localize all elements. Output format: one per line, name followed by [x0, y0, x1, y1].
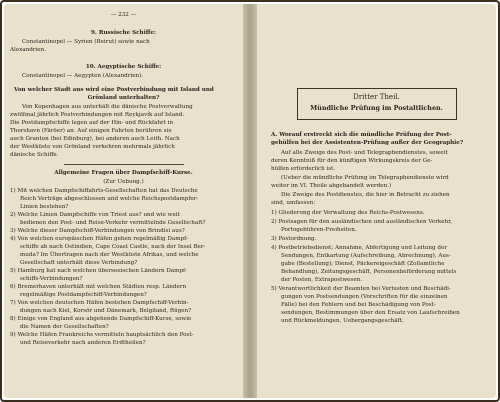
paragraph-line: der Westküste von Grönland verkehren mehrmals jährlich — [10, 144, 175, 150]
list-heading: Allgemeine Fragen über Dampfschiff-Kurse. — [54, 170, 193, 176]
section-10-line: Constantinopel — Aegypten (Alexandrien). — [22, 73, 144, 79]
paragraph-line: zwölfmal jährlich Postverbindungen mit Reykjavík auf Island. — [10, 112, 185, 118]
book-gutter — [243, 4, 257, 398]
part-subtitle: Mündliche Prüfung im Postaltlichen. — [310, 104, 443, 112]
question-line: Von welcher Stadt aus wird eine Postverbindung mit Island und — [14, 87, 214, 93]
list-item: 5) Hamburg hat nach welchen überseeischen Ländern Dampf- — [10, 268, 187, 274]
paragraph-line: weiter im VI. Theile abgehandelt werden.) — [271, 183, 392, 189]
intro-line: A. Worauf erstreckt sich die mündliche Prüfung der Post- — [271, 132, 452, 138]
list-item: 4) Von welchen europäischen Häfen gehen regelmäßig Dampf- — [10, 236, 188, 242]
section-9-heading: 9. Russische Schiffe: — [91, 30, 156, 36]
list-item: 5) Verantwortlichkeit der Beamten bei Verlusten und Beschädi- — [271, 286, 451, 292]
list-item: dungen nach Kiel, Korsör und Dänemark, Belgiland, Rügen? — [20, 308, 192, 314]
paragraph-line: Von Kopenhagen aus unterhält die dänische Postverwaltung — [22, 104, 193, 110]
list-item: 3) Welche dieser Dampfschiff-Verbindungen von Brindisi aus? — [10, 228, 185, 234]
list-item: und Reiseverkehr nach anderen Erdtheilen? — [20, 340, 146, 346]
list-item: Gesellschaft unterhält diese Verbindung? — [20, 260, 138, 266]
list-item: Portogebühren-Freiheiten. — [281, 227, 357, 233]
list-item: 6) Bremerhaven unterhält mit welchen Städten resp. Ländern — [10, 284, 187, 290]
paragraph-line: dänische Schiffe. — [10, 152, 59, 158]
intro-line: gehülfen bei der Assistenten-Prüfung außer der Geographie? — [271, 140, 464, 146]
list-subheading: (Zur Uebung.) — [103, 179, 144, 185]
list-item: und Rückmeldungen, Uebergangsgeschäft. — [281, 318, 404, 324]
list-item: bedienen den Post- und Reise-Verkehr vermittelnde Gesellschaft? — [20, 220, 206, 226]
part-title: Dritter Theil. — [353, 93, 400, 101]
paragraph-line: (Ueber die mündliche Prüfung im Telegraphendienste wird — [281, 175, 449, 181]
list-item: muda? Im Übertragen nach der Westküste Afrikas, und welche — [20, 252, 199, 258]
paragraph-line: Thorshavn (Färöer) an. Auf einigen Fahrten berühren sie — [10, 128, 172, 134]
list-item: 1) Mit welchen Dampfschiffahrts-Gesellschaften hat das Deutsche — [10, 188, 198, 194]
list-item: der Posten, Extrapostwesen. — [281, 277, 363, 283]
paragraph-line: Die Zweige des Postdienstes, die hier in Betracht zu ziehen — [281, 192, 450, 198]
list-item: 7) Von welchen deutschen Häfen bestehen Dampfschiff-Verbin- — [10, 300, 189, 306]
page-number: — 232 — — [110, 12, 137, 18]
list-item: Sendungen, Entkartung (Aufschreibung, Abrechnung), Aus- — [281, 253, 451, 259]
list-item: gabe (Bestellung); Dienst, Päckereigeschäft (Zollamtliche — [281, 261, 445, 267]
list-item: 8) Einige von England aus abgehende Dampfschiff-Kurse, sowie — [10, 316, 192, 322]
paragraph-line: hülfen erforderlich ist. — [271, 166, 336, 172]
list-item: die Namen der Gesellschaften? — [20, 324, 109, 330]
list-item: Fälle) bei den Fehlern und bei Beschädigung von Post- — [281, 302, 436, 308]
list-item: 3) Postordnung. — [271, 236, 317, 242]
paragraph-line: Die Postdampfschiffe legen auf der Hin- und Rückfahrt in — [10, 120, 174, 126]
paragraph-line: auch Granton (bei Edinburg), bei anderen auch Leith. Nach — [10, 136, 180, 142]
list-item: gungen von Postsendungen (Vorschriften für die einzelnen — [281, 294, 448, 300]
list-item: regelmäßige Postdampfschiff-Verbindungen? — [20, 292, 147, 298]
list-item: Linien bestehen? — [20, 204, 69, 210]
list-item: 9) Welche Häfen Frankreichs vermitteln hauptsächlich den Post- — [10, 332, 194, 338]
list-item: schiffe ab nach Ostindien, Cape Coast Castle, nach der Insel Ber- — [20, 244, 206, 250]
section-9-line: Alexandrien. — [10, 47, 46, 53]
question-line: Grönland unterhalten? — [87, 95, 160, 101]
paragraph-line: sind, umfassen: — [271, 200, 316, 206]
paragraph-line: deren Kenntniß für den künftigen Wirkungskreis der Ge- — [271, 158, 433, 164]
list-item: 1) Gliederung der Verwaltung des Reichs-Postwesens. — [271, 210, 425, 216]
section-10-heading: 10. Aegyptische Schiffe: — [85, 64, 162, 70]
list-item: Behandlung), Zeitungsgeschäft, Personenbeförderung mittels — [281, 269, 457, 275]
list-item: schiffs-Verbindungen? — [20, 276, 83, 282]
list-item: sendungen, Bestimmungen über den Ersatz von Laufschreiben — [281, 310, 460, 316]
paragraph-line: Auf alle Zweige des Post- und Telegraphendienstes, soweit — [281, 150, 448, 156]
list-item: 2) Postsagen für den ausländischen und ausländischen Verkehr, — [271, 219, 453, 225]
list-item: 4) Postbetriebsdienst; Annahme, Abfertigung und Leitung der — [271, 245, 447, 251]
list-item: 2) Welche Linien Dampfschiffe von Triest aus? und wie weit — [10, 212, 180, 218]
section-9-line: Constantinopel — Syrien (Beirut) sowie nach — [22, 39, 150, 45]
divider — [64, 164, 184, 165]
right-page — [257, 4, 496, 398]
left-page — [4, 4, 243, 398]
list-item: Reich Verträge abgeschlossen und welche Reichspostdampfer- — [20, 196, 199, 202]
